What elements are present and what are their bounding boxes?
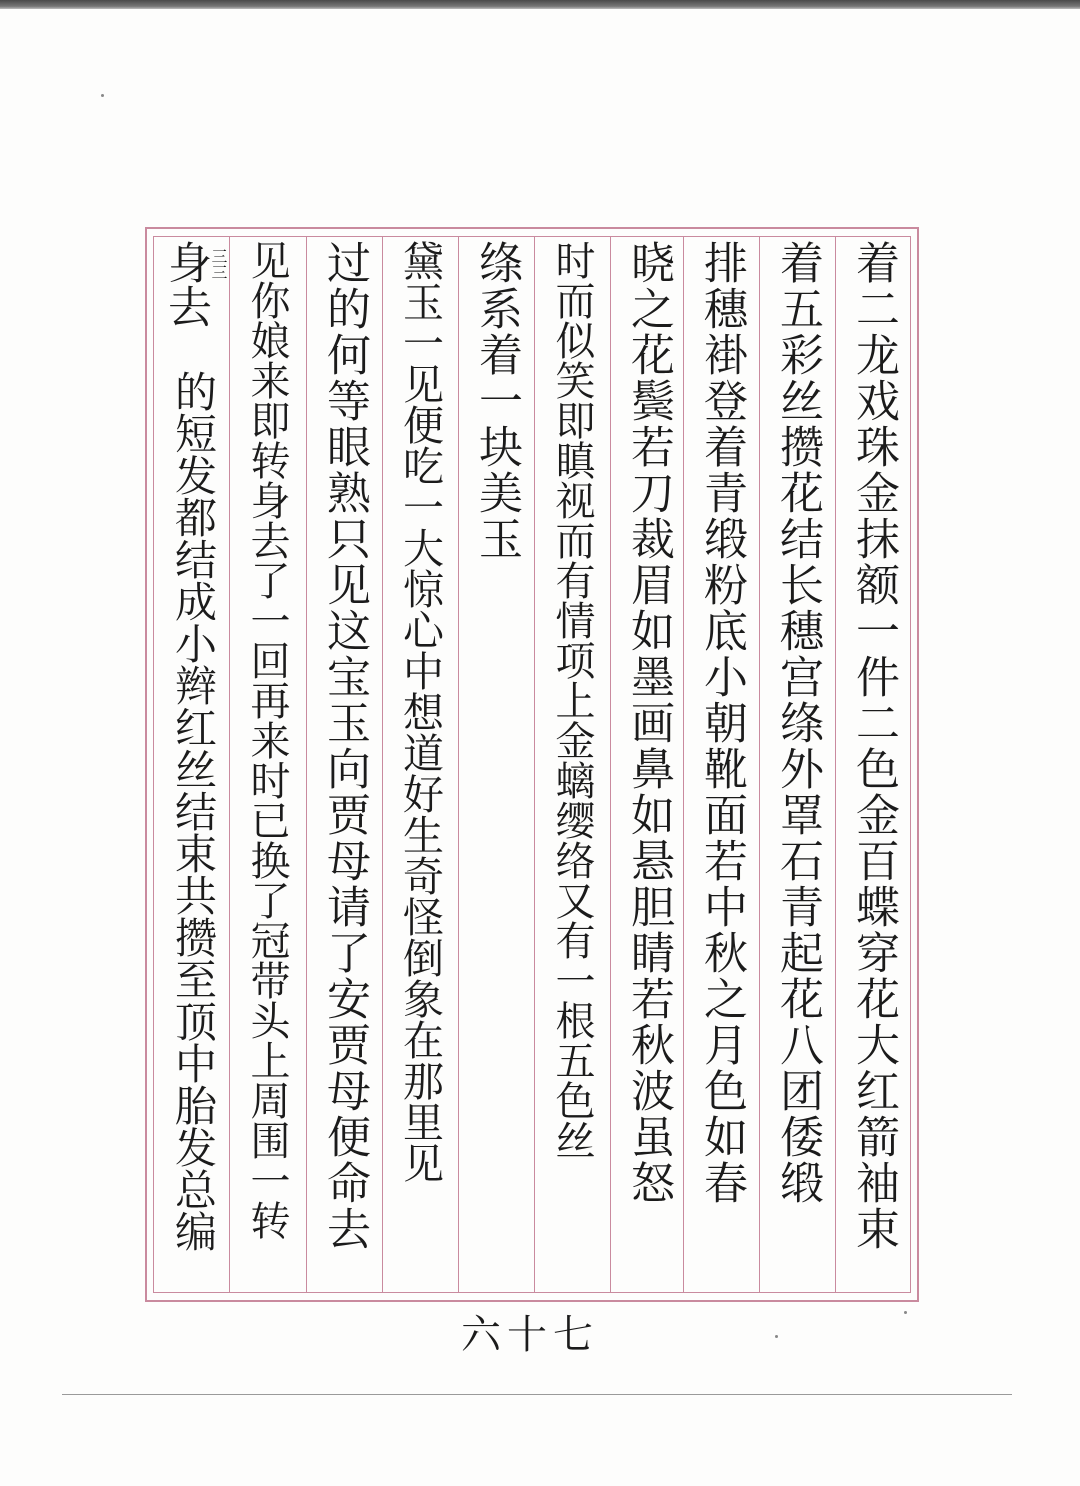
text-column-1: 着二龙戏珠金抹额一件二色金百蝶穿花大红箭袖束	[848, 240, 899, 1252]
page-number: 六十七	[461, 1312, 599, 1358]
text-column-4: 晓之花鬓若刀裁眉如墨画鼻如悬胆睛若秋波虽怒	[623, 240, 674, 1206]
column-rule	[683, 236, 684, 1293]
text-column-3: 排穗褂登着青缎粉底小朝靴面若中秋之月色如春	[696, 240, 747, 1206]
column-10-body: 的短发都结成小辫红丝结束共攒至顶中胎发总编	[169, 370, 218, 1252]
scan-top-edge	[0, 0, 1080, 9]
scan-speck	[775, 1335, 778, 1338]
text-column-6: 绦系着一块美玉	[471, 240, 522, 562]
column-rule	[458, 236, 459, 1293]
text-column-10	[158, 240, 228, 1290]
text-column-8: 过的何等眼熟只见这宝玉向贾母请了安贾母便命去	[319, 240, 370, 1252]
column-rule	[534, 236, 535, 1293]
column-rule	[382, 236, 383, 1293]
text-column-9: 见你娘来即转身去了一回再来时已换了冠带头上周围一转	[244, 240, 290, 1240]
text-column-7: 黛玉一见便吃一大惊心中想道好生奇怪倒象在那里见	[396, 240, 444, 1183]
column-10-lead: 身去	[160, 240, 211, 328]
column-10-marks: 三三	[209, 248, 228, 280]
text-column-5: 时而似笑即瞋视而有情项上金螭缨络又有一根五色丝	[549, 240, 595, 1160]
page-bottom-rule	[62, 1394, 1012, 1395]
column-rule	[835, 236, 836, 1293]
column-rule	[229, 236, 230, 1293]
column-rule	[306, 236, 307, 1293]
scan-speck	[904, 1311, 907, 1314]
column-rule	[759, 236, 760, 1293]
column-rule	[610, 236, 611, 1293]
scan-speck	[101, 94, 104, 97]
text-column-2: 着五彩丝攒花结长穗宫绦外罩石青起花八团倭缎	[772, 240, 823, 1206]
